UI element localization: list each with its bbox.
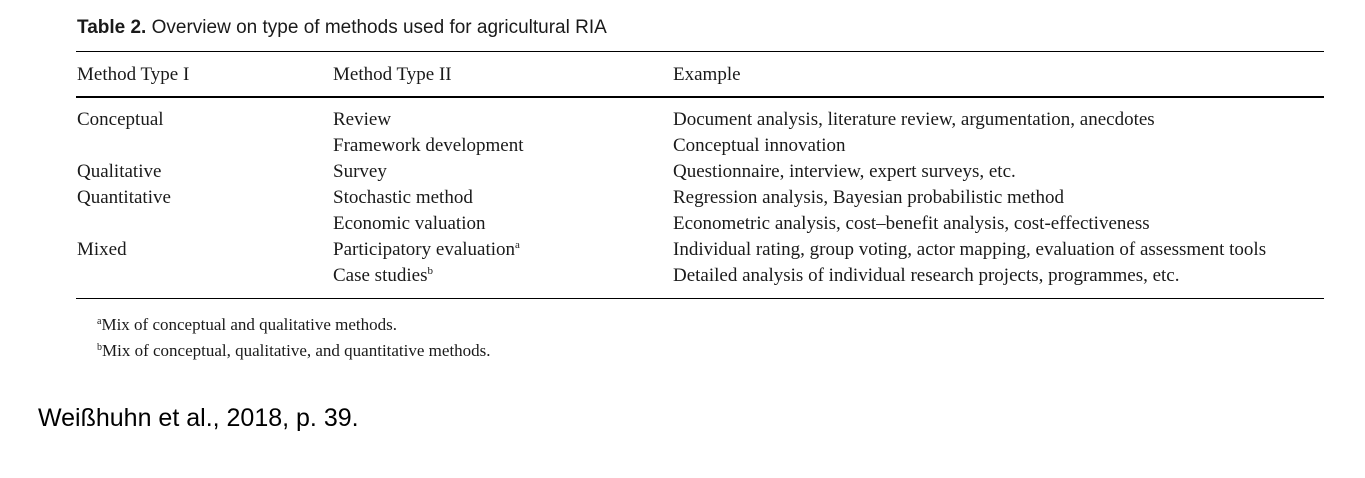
row-0-example: Document analysis, literature review, argumentation, anecdotes bbox=[673, 109, 1155, 130]
row-3-type2: Stochastic method bbox=[333, 187, 473, 208]
table-top-rule bbox=[76, 51, 1324, 52]
table-caption-text: Overview on type of methods used for agricultural RIA bbox=[151, 17, 607, 38]
row-1-type2: Framework development bbox=[333, 135, 524, 156]
row-6-type2: Case studies$^b$ bbox=[333, 265, 433, 286]
row-0-type1: Conceptual bbox=[77, 109, 164, 130]
source-citation: Weißhuhn et al., 2018, p. 39. bbox=[38, 404, 359, 432]
header-example: Example bbox=[673, 64, 741, 85]
row-2-type1: Qualitative bbox=[77, 161, 162, 182]
row-2-example: Questionnaire, interview, expert surveys, etc. bbox=[673, 161, 1016, 182]
row-5-example: Individual rating, group voting, actor mapping, evaluation of assessment tools bbox=[673, 239, 1267, 260]
table-header-rule bbox=[76, 96, 1324, 98]
row-4-example: Econometric analysis, cost–benefit analysis, cost-effectiveness bbox=[673, 213, 1150, 234]
row-3-type1: Quantitative bbox=[77, 187, 171, 208]
row-4-type2: Economic valuation bbox=[333, 213, 486, 234]
row-2-type2: Survey bbox=[333, 161, 387, 182]
footnote-b: $^b$Mix of conceptual, qualitative, and quantitative methods. bbox=[97, 341, 491, 360]
table-caption-label: Table 2. bbox=[77, 17, 147, 38]
table-caption bbox=[77, 17, 607, 39]
row-1-example: Conceptual innovation bbox=[673, 135, 846, 156]
row-5-type1: Mixed bbox=[77, 239, 127, 260]
row-0-type2: Review bbox=[333, 109, 392, 130]
row-3-example: Regression analysis, Bayesian probabilistic method bbox=[673, 187, 1065, 208]
header-method-type-1: Method Type I bbox=[77, 64, 190, 85]
footnote-a: $^a$Mix of conceptual and qualitative methods. bbox=[97, 315, 397, 334]
header-method-type-2: Method Type II bbox=[333, 64, 452, 85]
row-5-type2: Participatory evaluation$^a$ bbox=[333, 239, 520, 260]
row-6-example: Detailed analysis of individual research projects, programmes, etc. bbox=[673, 265, 1180, 286]
table-bottom-rule bbox=[76, 298, 1324, 299]
